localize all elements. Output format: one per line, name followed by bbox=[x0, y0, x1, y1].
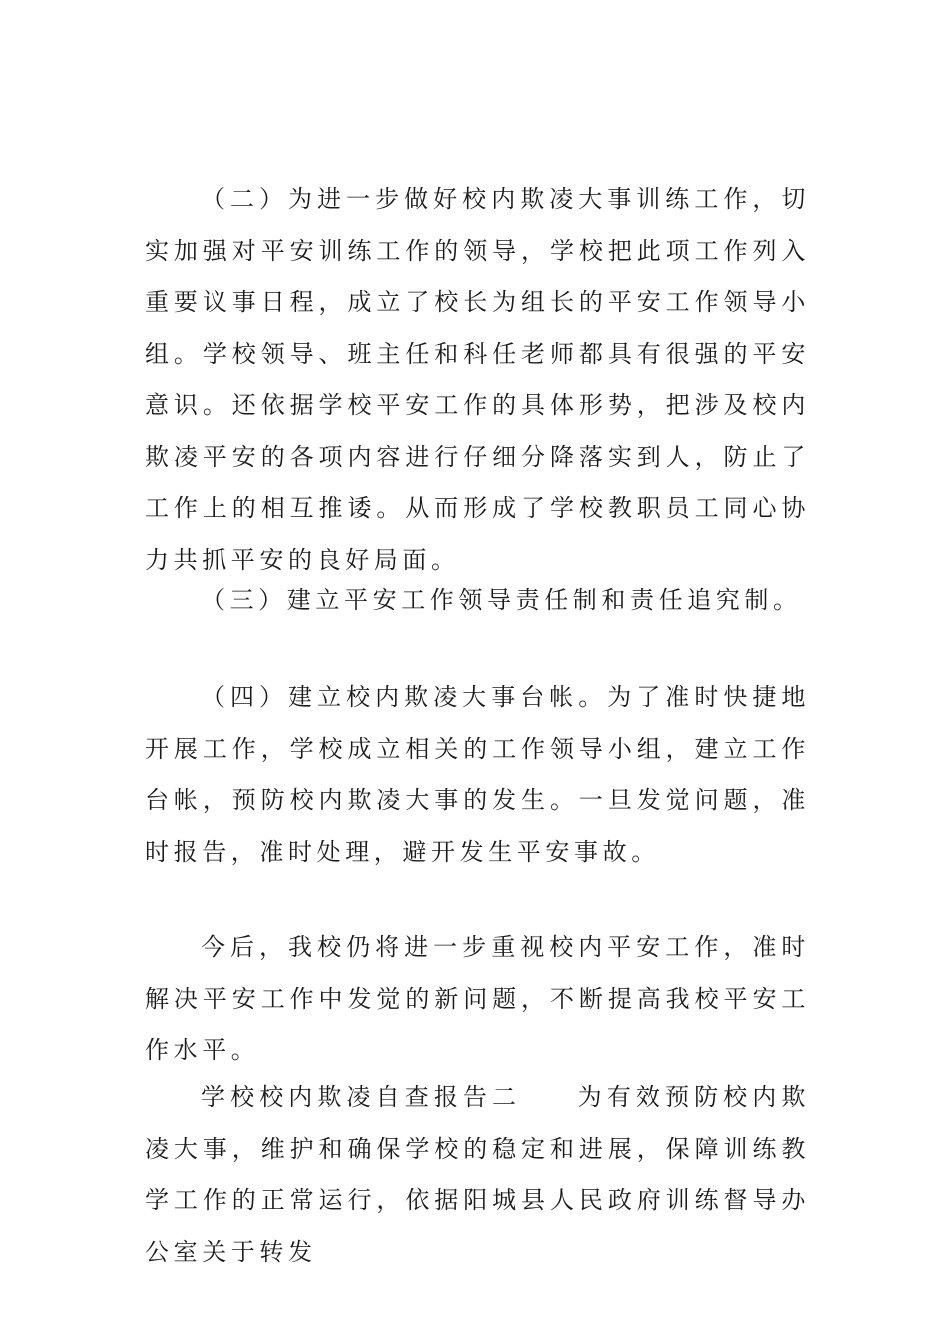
paragraph-future: 今后，我校仍将进一步重视校内平安工作，准时解决平安工作中发觉的新问题，不断提高我校平安工作水平。 bbox=[145, 933, 810, 1064]
paragraph-responsibility: （三）建立平安工作领导责任制和责任追究制。 bbox=[201, 586, 802, 614]
report-title: 学校校内欺凌自查报告二 bbox=[201, 1083, 522, 1111]
paragraph-ledger: （四）建立校内欺凌大事台帐。为了准时快捷地开展工作，学校成立相关的工作领导小组，建立工作台帐，预防校内欺凌大事的发生。一旦发觉问题，准时报告，准时处理，避开发生平安事故。 bbox=[145, 683, 810, 866]
report-intro: 为有效预防校内欺凌大事，维护和确保学校的稳定和进展，保障训练教学工作的正常运行，依据阳城县人民政府训练督导办公室关于转发 bbox=[145, 1083, 810, 1266]
paragraph-report-two bbox=[145, 1072, 810, 1278]
paragraph-leadership: （二）为进一步做好校内欺凌大事训练工作，切实加强对平安训练工作的领导，学校把此项工作列入重要议事日程，成立了校长为组长的平安工作领导小组。学校领导、班主任和科任老师都具有很强的平安意识。还依据学校平安工作的具体形势，把涉及校内欺凌平安的各项内容进行仔细分降落实到人，防止了工作上的相互推诿。从而形成了学校教职员工同心协力共抓平安的良好局面。 bbox=[145, 185, 810, 574]
